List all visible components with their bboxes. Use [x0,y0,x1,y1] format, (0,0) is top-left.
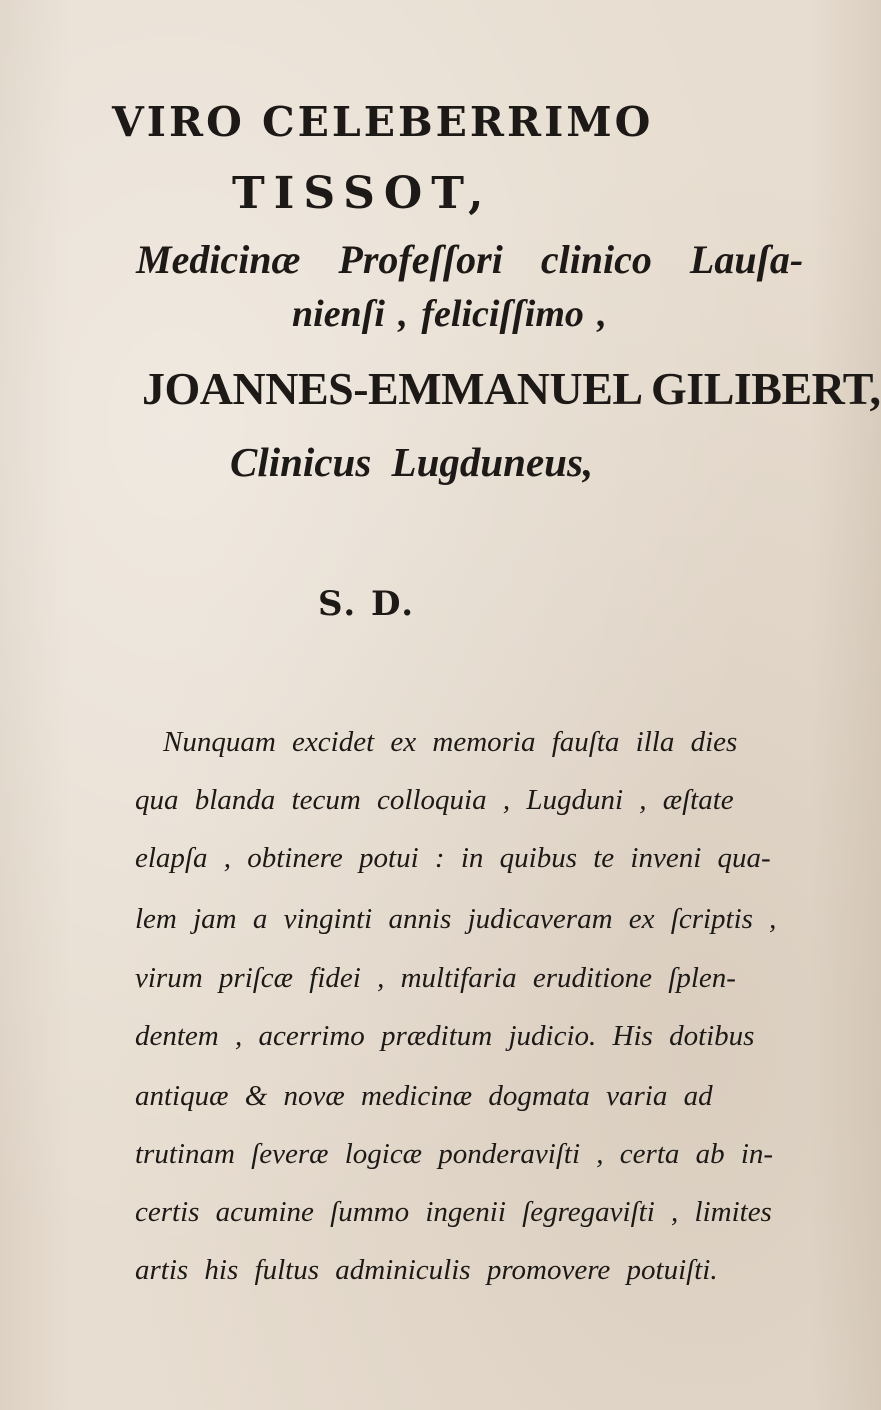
body-line: lem jam a vinginti annis judicaveram ex ſcriptis , [135,903,777,935]
salutation: S. D. [318,584,416,624]
body-line: trutinam ſeveræ logicæ ponderaviſti , certa ab in- [135,1138,774,1170]
body-line: Nunquam excidet ex memoria fauſta illa dies [163,726,738,758]
author-title: Clinicus Lugduneus, [230,439,594,485]
recipient-name: TISSOT, [232,168,493,219]
recipient-title-line-1: Medicinæ Profeſſori clinico Lauſa- [136,237,804,282]
body-line: antiquæ & novæ medicinæ dogmata varia ad [135,1080,713,1112]
author-name: JOANNES-EMMANUEL GILIBERT, [142,363,881,414]
body-line: virum priſcæ fidei , multifaria eruditione ſplen- [135,962,736,994]
dedication-heading: VIRO CELEBERRIMO [112,98,654,146]
body-line: artis his fultus adminiculis promovere potuiſti. [135,1254,718,1286]
body-line: dentem , acerrimo præditum judicio. His dotibus [135,1020,755,1052]
body-line: certis acumine ſummo ingenii ſegregaviſti , limites [135,1196,772,1228]
body-line: elapſa , obtinere potui : in quibus te inveni qua- [135,842,771,874]
recipient-title-line-2: nienſi , feliciſſimo , [292,293,607,335]
body-line: qua blanda tecum colloquia , Lugduni , æſtate [135,784,734,816]
